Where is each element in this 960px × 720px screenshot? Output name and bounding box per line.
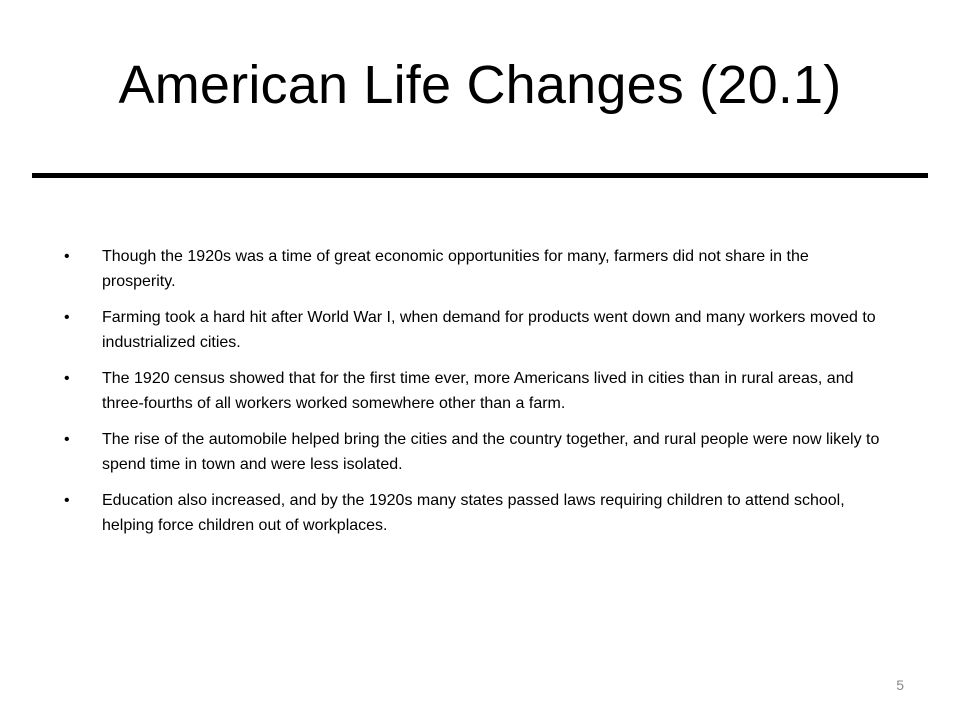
- bullet-icon: •: [64, 431, 70, 448]
- bullet-list: [64, 244, 884, 549]
- bullet-icon: •: [64, 370, 70, 387]
- page-number: 5: [896, 677, 904, 693]
- bullet-text: Though the 1920s was a time of great economic opportunities for many, farmers did not share in the prosperity.: [102, 248, 809, 290]
- bullet-text: Farming took a hard hit after World War I, when demand for products went down and many workers moved to industrialized cities.: [102, 309, 876, 351]
- bullet-item: [64, 244, 884, 294]
- bullet-text: The rise of the automobile helped bring the cities and the country together, and rural people were now likely to spend time in town and were less isolated.: [102, 431, 880, 473]
- title-divider: [32, 173, 928, 178]
- bullet-text: The 1920 census showed that for the first time ever, more Americans lived in cities than in rural areas, and three-fourths of all workers worked somewhere other than a farm.: [102, 370, 854, 412]
- bullet-icon: •: [64, 248, 70, 265]
- bullet-item: [64, 427, 884, 477]
- bullet-icon: •: [64, 492, 70, 509]
- slide-title: American Life Changes (20.1): [118, 55, 842, 115]
- bullet-item: [64, 488, 884, 538]
- bullet-icon: •: [64, 309, 70, 326]
- bullet-item: [64, 366, 884, 416]
- bullet-text: Education also increased, and by the 1920s many states passed laws requiring children to attend school, helping force children out of workplaces.: [102, 492, 845, 534]
- bullet-item: [64, 305, 884, 355]
